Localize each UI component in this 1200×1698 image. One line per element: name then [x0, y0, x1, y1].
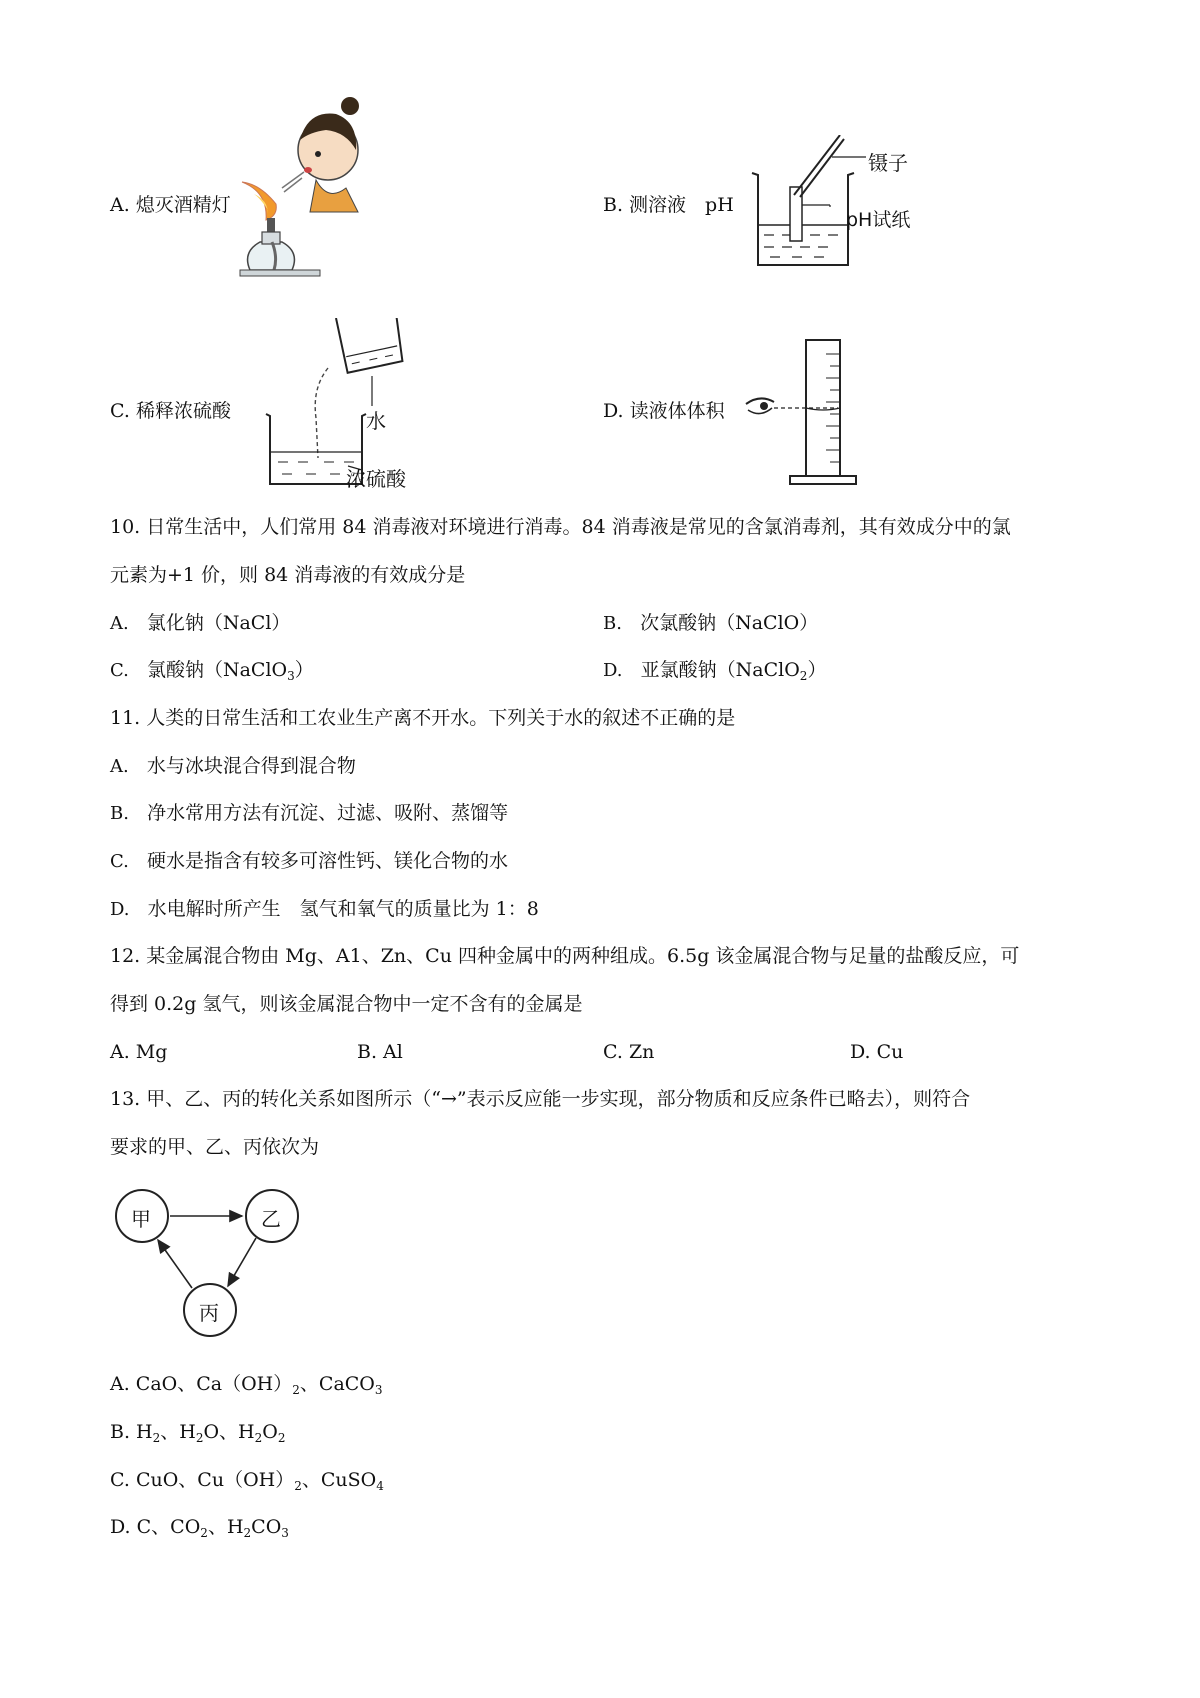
q11-option-d	[110, 896, 539, 923]
q11-option-b	[110, 800, 508, 827]
formula-part: O	[262, 1421, 278, 1443]
option-text: 净水常用方法有沉淀、过滤、吸附、蒸馏等	[147, 802, 509, 824]
subscript: 2	[294, 1479, 302, 1493]
q13-stem-line1: 13. 甲、乙、丙的转化关系如图所示（“→”表示反应能一步实现，部分物质和反应条件已略去），则符合	[110, 1088, 971, 1110]
option-prefix: D.	[110, 899, 130, 920]
subscript: 4	[376, 1479, 384, 1493]
formula-part: 、H	[207, 1516, 244, 1538]
formula-part: B. H	[110, 1421, 153, 1443]
formula-part: C. CuO、Cu（OH）	[110, 1469, 295, 1491]
node-bing-label: 丙	[199, 1301, 219, 1325]
formula-part: 、CuSO	[301, 1469, 377, 1491]
option-text: 氯化钠（NaCl）	[146, 612, 291, 634]
q12-stem-line1: 12. 某金属混合物由 Mg、A1、Zn、Cu 四种金属中的两种组成。6.5g 该金属混合物与足量的盐酸反应，可	[110, 945, 1020, 967]
tweezers-label: 镊子	[868, 151, 908, 175]
formula-part: 、H	[160, 1421, 196, 1443]
option-text: 氯酸钠（NaClO	[146, 659, 288, 681]
graduated-cylinder-figure	[744, 338, 864, 488]
formula-part: O、H	[203, 1421, 255, 1443]
subscript: 3	[287, 669, 295, 683]
q9-option-a-label: A. 熄灭酒精灯	[110, 194, 231, 216]
q13-stem-line2: 要求的甲、乙、丙依次为	[110, 1136, 320, 1158]
subscript: 2	[152, 1431, 161, 1445]
subscript: 2	[200, 1526, 208, 1540]
q11-stem: 11. 人类的日常生活和工农业生产离不开水。下列关于水的叙述不正确的是	[110, 707, 736, 729]
q10-option-a	[110, 610, 290, 637]
q9-option-d-label: D. 读液体体积	[603, 400, 725, 422]
q10-stem-line2: 元素为+1 价，则 84 消毒液的有效成分是	[110, 564, 466, 586]
q10-option-d	[603, 657, 826, 684]
arrow-bing-to-jia	[158, 1240, 192, 1288]
subscript: 2	[277, 1431, 286, 1445]
option-text: 水与冰块混合得到混合物	[146, 755, 356, 777]
q12-option-c: C. Zn	[603, 1041, 655, 1063]
q13-option-b	[110, 1419, 286, 1445]
option-prefix: B.	[603, 613, 622, 634]
water-label: 水	[366, 409, 386, 433]
q13-option-d	[110, 1514, 289, 1540]
q9-option-b-label: B. 测溶液 pH	[603, 194, 734, 216]
arrow-yi-to-bing	[228, 1238, 256, 1286]
q11-option-c	[110, 848, 508, 875]
formula-part: 、CaCO	[299, 1373, 375, 1395]
formula-part: CO	[251, 1516, 282, 1538]
option-text: 亚氯酸钠（NaClO	[640, 659, 800, 681]
q13-option-a	[110, 1371, 383, 1397]
node-jia-label: 甲	[131, 1207, 151, 1231]
option-prefix: D.	[603, 660, 623, 681]
option-text: 硬水是指含有较多可溶性钙、镁化合物的水	[146, 850, 508, 872]
formula-part: D. C、CO	[110, 1516, 201, 1538]
subscript: 2	[195, 1431, 204, 1445]
q13-option-c	[110, 1467, 384, 1493]
node-yi-label: 乙	[261, 1207, 281, 1231]
option-text-end: ）	[807, 659, 827, 681]
q12-option-a: A. Mg	[110, 1041, 168, 1063]
option-prefix: A.	[110, 613, 129, 634]
q11-option-a	[110, 753, 356, 780]
option-text-end: ）	[294, 659, 314, 681]
q12-option-b: B. Al	[357, 1041, 403, 1063]
q9-option-c-label: C. 稀释浓硫酸	[110, 400, 231, 422]
q12-stem-line2: 得到 0.2g 氢气，则该金属混合物中一定不含有的金属是	[110, 993, 583, 1015]
subscript: 2	[254, 1431, 263, 1445]
option-prefix: C.	[110, 660, 129, 681]
q10-option-b	[603, 610, 818, 637]
option-text: 次氯酸钠（NaClO）	[640, 612, 819, 634]
subscript: 2	[292, 1383, 300, 1397]
q12-option-d: D. Cu	[850, 1041, 904, 1063]
formula-part: A. CaO、Ca（OH）	[110, 1373, 293, 1395]
conversion-cycle-diagram	[110, 1188, 306, 1340]
option-prefix: B.	[110, 803, 129, 824]
q10-stem-line1: 10. 日常生活中，人们常用 84 消毒液对环境进行消毒。84 消毒液是常见的含氯消毒剂，其有效成分中的氯	[110, 516, 1011, 538]
conc-acid-label: 浓硫酸	[346, 467, 406, 491]
subscript: 3	[281, 1526, 289, 1540]
option-prefix: C.	[110, 851, 129, 872]
subscript: 2	[243, 1526, 252, 1540]
q10-option-c	[110, 657, 314, 684]
subscript: 3	[374, 1383, 383, 1397]
subscript: 2	[799, 669, 808, 683]
option-text: 水电解时所产生 氢气和氧气的质量比为 1：8	[147, 898, 539, 920]
ph-paper-label: pH试纸	[846, 209, 911, 231]
alcohol-lamp-blowing-figure	[238, 92, 368, 302]
option-prefix: A.	[110, 756, 129, 777]
